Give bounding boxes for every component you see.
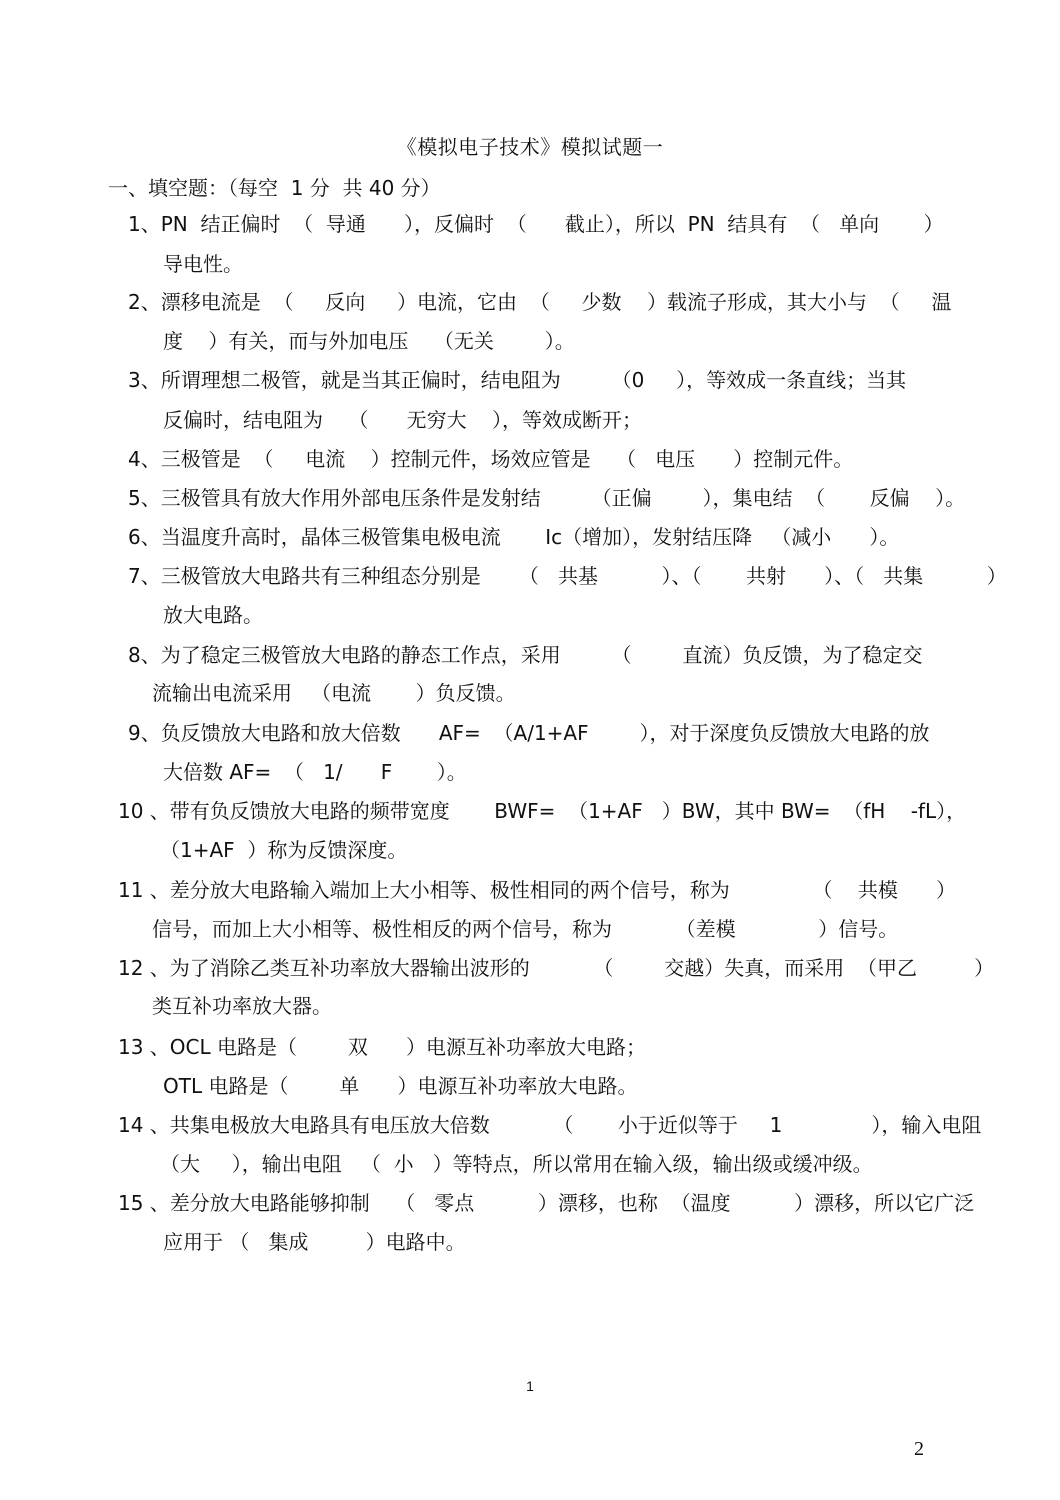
question-14-line-1: 14 、共集电极放大电路具有电压放大倍数 （ 小于近似等于 1 ），输入电阻 (118, 1113, 982, 1137)
question-15-line-2: 应用于 （ 集成 ）电路中。 (163, 1230, 466, 1254)
question-3-line-1: 3、所谓理想二极管，就是当其正偏时，结电阻为 （0 ），等效成一条直线；当其 (128, 368, 907, 392)
question-14-line-2: （大 ），输出电阻 （ 小 ）等特点，所以常用在输入级，输出级或缓冲级。 (160, 1152, 873, 1176)
question-1-line-2: 导电性。 (163, 252, 243, 276)
question-5-line-1: 5、三极管具有放大作用外部电压条件是发射结 （正偏 ），集电结 （ 反偏 ）。 (128, 486, 966, 510)
page-number: 1 (526, 1378, 534, 1394)
question-8-line-2: 流输出电流采用 （电流 ）负反馈。 (152, 681, 516, 705)
sheet-number: 2 (914, 1438, 924, 1460)
question-10-line-1: 10 、带有负反馈放大电路的频带宽度 BWF= （1+AF ）BW，其中 BW= （fH -fL）， (118, 799, 967, 823)
question-7-line-2: 放大电路。 (163, 603, 263, 627)
question-12-line-1: 12 、为了消除乙类互补功率放大器输出波形的 （ 交越）失真，而采用 （甲乙 ） (118, 956, 995, 980)
question-6-line-1: 6、当温度升高时，晶体三极管集电极电流 Ic（增加），发射结压降 （减小 ）。 (128, 525, 900, 549)
question-12-line-2: 类互补功率放大器。 (152, 994, 332, 1018)
question-2-line-2: 度 ）有关，而与外加电压 （无关 ）。 (163, 329, 575, 353)
section-heading: 一、填空题：（每空 1 分 共 40 分） (108, 176, 441, 200)
question-9-line-1: 9、负反馈放大电路和放大倍数 AF= （A/1+AF ），对于深度负反馈放大电路的放 (128, 721, 930, 745)
question-9-line-2: 大倍数 AF= （ 1/ F ）。 (163, 760, 467, 784)
question-4-line-1: 4、三极管是 （ 电流 ）控制元件，场效应管是 （ 电压 ）控制元件。 (128, 447, 854, 471)
question-15-line-1: 15 、差分放大电路能够抑制 （ 零点 ）漂移，也称 （温度 ）漂移，所以它广泛 (118, 1191, 975, 1215)
question-13-line-1: 13 、OCL 电路是（ 双 ）电源互补功率放大电路； (118, 1035, 647, 1059)
question-11-line-1: 11 、差分放大电路输入端加上大小相等、极性相同的两个信号，称为 （ 共模 ） (118, 878, 957, 902)
document-title: 《模拟电子技术》模拟试题一 (396, 135, 664, 159)
question-13-line-2: OTL 电路是（ 单 ）电源互补功率放大电路。 (163, 1074, 638, 1098)
question-2-line-1: 2、漂移电流是 （ 反向 ）电流，它由 （ 少数 ）载流子形成，其大小与 （ 温 (128, 290, 952, 314)
question-7-line-1: 7、三极管放大电路共有三种组态分别是 （ 共基 ）、（ 共射 ）、（ 共集 ） (128, 564, 1007, 588)
question-3-line-2: 反偏时，结电阻为 （ 无穷大 ），等效成断开； (163, 408, 643, 432)
question-1-line-1: 1、PN 结正偏时 （ 导通 ），反偏时 （ 截止），所以 PN 结具有 （ 单向 ） (128, 212, 944, 236)
question-8-line-1: 8、为了稳定三极管放大电路的静态工作点，采用 （ 直流）负反馈，为了稳定交 (128, 643, 923, 667)
question-11-line-2: 信号，而加上大小相等、极性相反的两个信号，称为 （差模 ）信号。 (152, 917, 899, 941)
question-10-line-2: （1+AF ）称为反馈深度。 (160, 838, 408, 862)
